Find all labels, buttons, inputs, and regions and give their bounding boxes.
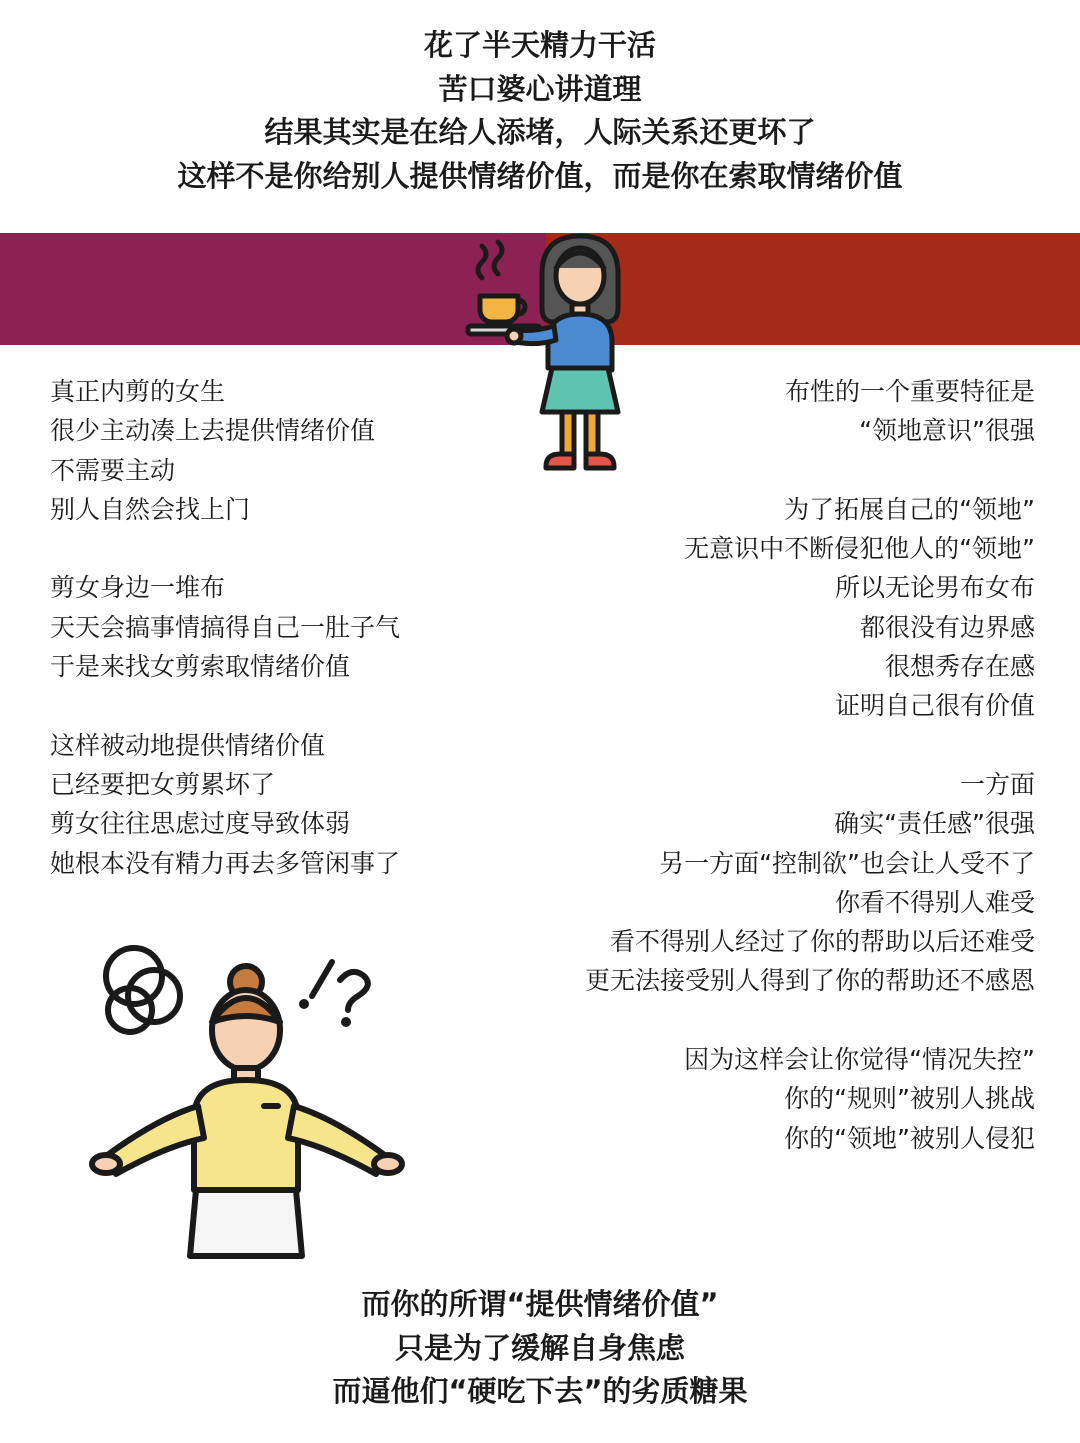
- right-line: 很想秀存在感: [884, 652, 1035, 682]
- left-line: [50, 686, 400, 725]
- confused-woman-shrugging-icon: [84, 938, 414, 1264]
- left-line: 很少主动凑上去提供情绪价值: [50, 416, 376, 446]
- right-line: 你的“规则”被别人挑战: [784, 1084, 1035, 1114]
- left-column-text: [50, 372, 400, 883]
- left-line: 已经要把女剪累坏了: [50, 769, 276, 799]
- header-line: 苦口婆心讲道理: [438, 71, 642, 106]
- left-line: 她根本没有精力再去多管闲事了: [50, 848, 401, 878]
- right-line: 另一方面“控制欲”也会让人受不了: [659, 848, 1035, 878]
- right-line: 你看不得别人难受: [834, 887, 1035, 917]
- footer-text: [0, 1283, 1080, 1414]
- left-line: 别人自然会找上门: [50, 494, 251, 524]
- right-line: 都很没有边界感: [859, 612, 1035, 642]
- right-line: 一方面: [959, 769, 1035, 799]
- header-line: 这样不是你给别人提供情绪价值，而是你在索取情绪价值: [177, 158, 903, 193]
- banner-left-title: 女剪子: [194, 17, 392, 94]
- left-line: 真正内剪的女生: [50, 377, 226, 406]
- right-line: [585, 1001, 1035, 1040]
- right-line: 确实“责任感”很强: [834, 809, 1035, 839]
- header-line: 结果其实是在给人添堵，人际关系还更坏了: [264, 115, 816, 149]
- footer-line: 而你的所谓“提供情绪价值”: [361, 1287, 719, 1321]
- header-line: 花了半天精力干活: [423, 28, 656, 62]
- left-line: 天天会搞事情搞得自己一肚子气: [50, 612, 401, 642]
- banner-right-title: 女布: [752, 17, 884, 94]
- left-line: 不需要主动: [50, 455, 176, 485]
- left-line: 这样被动地提供情绪价值: [50, 730, 326, 760]
- right-line: [585, 726, 1035, 765]
- left-line: [50, 529, 400, 568]
- right-line: 看不得别人经过了你的帮助以后还难受: [609, 927, 1035, 957]
- right-line: 你的“领地”被别人侵犯: [784, 1123, 1035, 1153]
- banner-right: [546, 233, 1080, 345]
- right-line: 为了拓展自己的“领地”: [784, 494, 1035, 524]
- left-line: 于是来找女剪索取情绪价值: [50, 652, 351, 682]
- right-column-text: [585, 372, 1035, 1158]
- right-line: 布性的一个重要特征是: [784, 377, 1035, 406]
- footer-line: 只是为了缓解自身焦虑: [394, 1330, 685, 1365]
- footer-line: 而逼他们“硬吃下去”的劣质糖果: [332, 1374, 748, 1408]
- right-line: 证明自己很有价值: [834, 691, 1035, 721]
- header-text: [0, 24, 1080, 198]
- left-line: 剪女往往思虑过度导致体弱: [50, 809, 351, 839]
- right-line: 所以无论男布女布: [834, 573, 1035, 603]
- right-line: 更无法接受别人得到了你的帮助还不感恩: [584, 966, 1035, 996]
- left-line: 剪女身边一堆布: [50, 573, 226, 603]
- right-line: [585, 451, 1035, 490]
- right-line: “领地意识”很强: [859, 416, 1035, 446]
- right-line: 无意识中不断侵犯他人的“领地”: [684, 534, 1035, 564]
- right-line: 因为这样会让你觉得“情况失控”: [684, 1045, 1035, 1075]
